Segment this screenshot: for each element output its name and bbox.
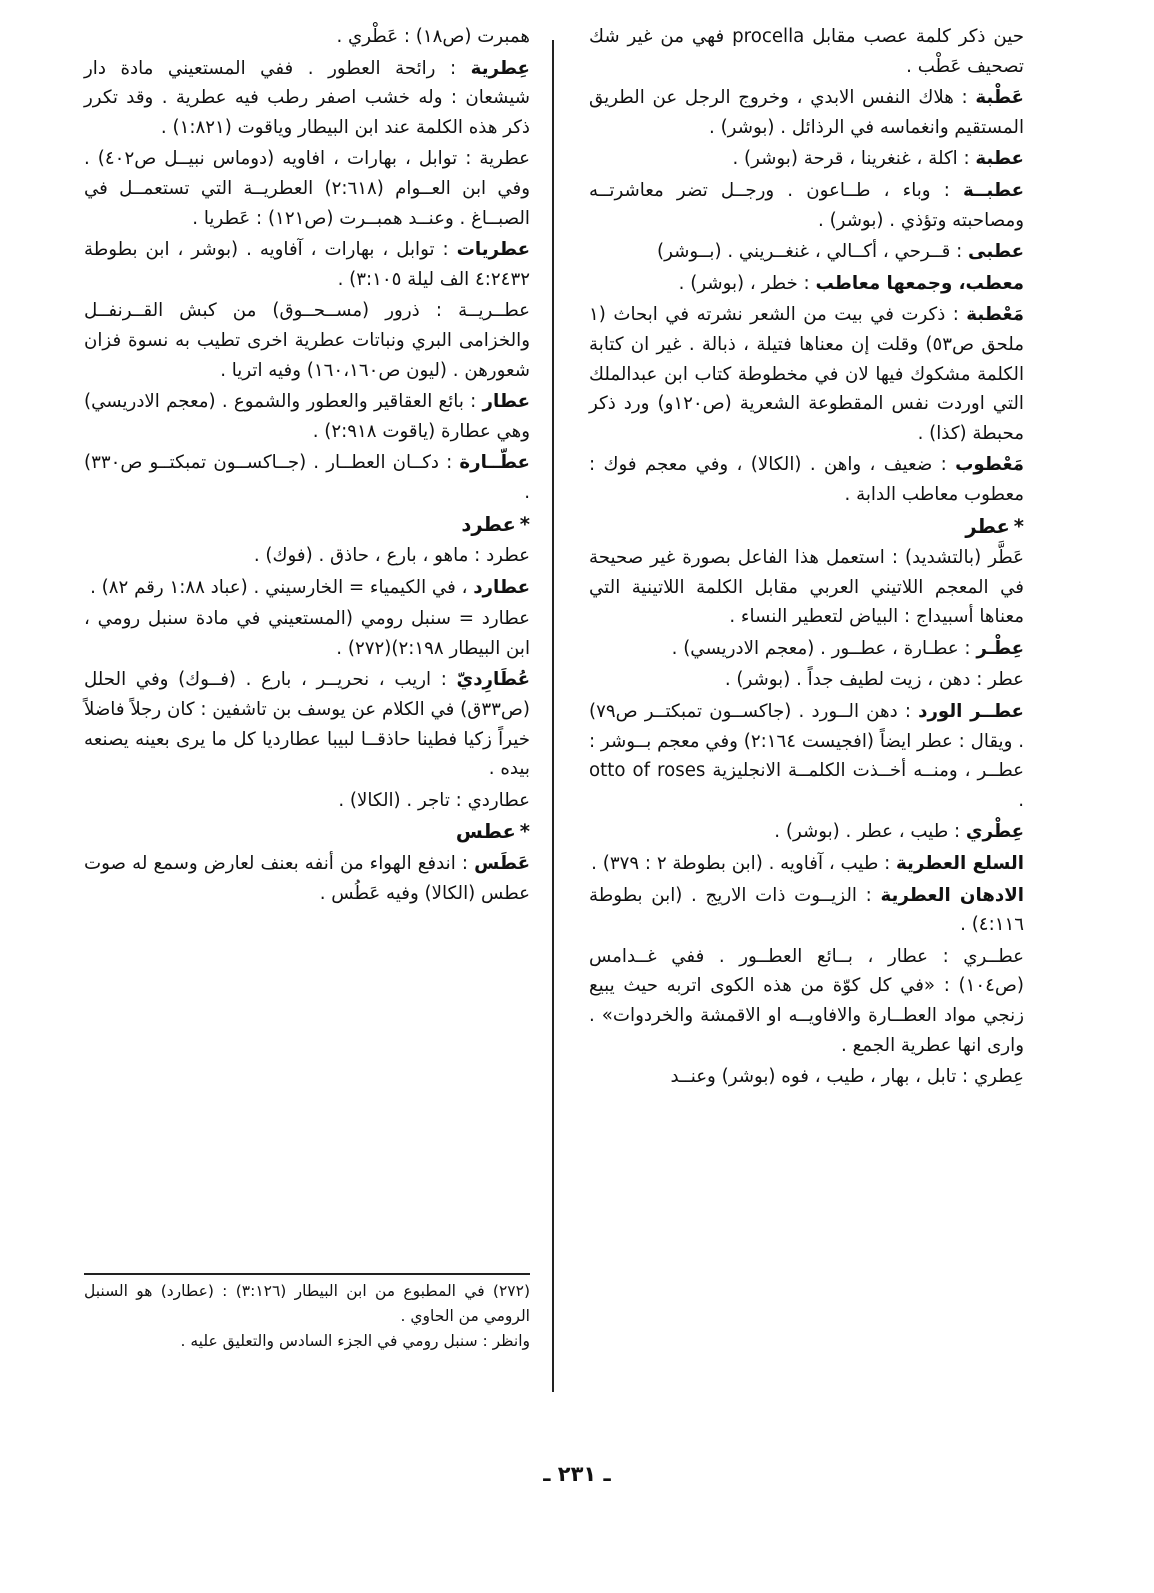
headword: عطريات <box>456 239 530 261</box>
headword: السلع العطرية <box>896 853 1024 875</box>
definition: : عطـارة ، عطــور . (معجم الادريسي) . <box>671 637 977 659</box>
definition: : طيب ، عطر . (بوشر) . <box>774 821 966 843</box>
headword: عطــر الورد <box>918 701 1024 723</box>
definition: : اكلة ، غنغرينا ، قرحة (بوشر) . <box>732 148 976 170</box>
entry-adhan <box>589 881 1024 940</box>
definition: : الزيــوت ذات الاريج . (ابن بطوطة ٤:١١٦) . <box>589 884 1024 936</box>
headword: عطارد <box>473 576 530 598</box>
headword: عُطَارِديّ <box>456 669 530 691</box>
entry-silaa <box>589 849 1024 879</box>
entry-atba <box>589 237 1024 267</box>
entry-itri-spice: عِطري : تابل ، بهار ، طيب ، فوه (بوشر) وعنــد <box>670 1066 1024 1088</box>
root-heading-atr: *عطر <box>965 514 1024 538</box>
entry-itriya-spices: عطرية : توابل ، بهارات ، افاويه (دوماس نبيــل ص٤٠٢) . وفي ابن العــوام (٢:٦١٨) العطريــة التي تستعمــل في الصبــاغ . وعنــد همبــرت (ص١٢١) : عَطريا . <box>84 148 530 229</box>
entry-atas <box>84 849 530 908</box>
definition: : ضعيف ، واهن . (الكالا) ، وفي معجم فوك : معطوب معاطب الدابة . <box>589 454 1024 505</box>
entry-itr-2: عطر : دهن ، زيت لطيف جداً . (بوشر) . <box>724 669 1024 691</box>
star-marker: * <box>1013 514 1024 538</box>
right-column <box>589 22 1024 1094</box>
entry-atbah-1 <box>589 83 1024 142</box>
entry-itriya <box>84 54 530 143</box>
headword: عِطْري <box>965 821 1024 843</box>
entry-continuation: حين ذكر كلمة عصب مقابل procella فهي من غير شك تصحيف عَطْب . <box>589 26 1024 77</box>
definition: : اندفع الهواء من أنفه بعنف لعارض وسمع له صوت عطس (الكالا) وفيه عَطُس . <box>84 853 530 904</box>
entry-itri <box>589 817 1024 847</box>
definition: : وباء ، طــاعون . ورجــل تضر معاشرتــه ومصاحبته وتؤذي . (بوشر) . <box>589 179 1024 231</box>
headword: عطار <box>482 391 530 413</box>
headword: عَطْبة <box>975 87 1024 109</box>
star-marker: * <box>519 820 530 844</box>
definition: : طيب ، آفاويه . (ابن بطوطة ٢ : ٣٧٩) . <box>591 853 897 875</box>
entry-matbah <box>589 300 1024 448</box>
entry-itr-1 <box>589 634 1024 664</box>
definition: : دكــان العطــار . (جــاكســون تمبكتــو ص٣٣٠) . <box>84 452 530 503</box>
root-heading-ats: *عطس <box>455 820 530 844</box>
headword: عطبة <box>975 148 1024 170</box>
headword: مَعْطوب <box>955 454 1024 476</box>
headword: عطبى <box>968 241 1024 263</box>
footnote-rule <box>84 1273 530 1275</box>
entry-utaridi-merchant: عطاردي : تاجر . (الكالا) . <box>338 789 530 811</box>
headword: عطبــة <box>962 179 1024 201</box>
entry-utarid-alchemy <box>84 573 530 603</box>
headword: الادهان العطرية <box>880 884 1025 906</box>
definition: : هلاك النفس الابدي ، وخروج الرجل عن الطريق المستقيم وانغماسه في الرذائل . (بوشر) . <box>589 87 1024 138</box>
entry-atrad: عطرد : ماهو ، بارع ، حاذق . (فوك) . <box>253 545 530 567</box>
headword: معطب، وجمعها معاطب <box>815 272 1024 294</box>
footnote-continuation: وانظر : سنبل رومي في الجزء السادس والتعليق عليه . <box>180 1332 530 1350</box>
entry-utarid-sunbul: عطارد = سنبل رومي (المستعيني في مادة سنبل رومي ، ابن البيطار ٢:١٩٨)(٢٧٢) . <box>84 608 530 659</box>
entry-attara: عَطَّر (بالتشديد) : استعمل هذا الفاعل بصورة غير صحيحة في المعجم اللاتيني العربي مقابل الكلمة اللاتينية التي معناها أسبيداج : البياض لتعطير النساء . <box>589 547 1024 628</box>
footnote-272: (٢٧٢) في المطبوع من ابن البيطار (٣:١٢٦) : (عطارد) هو السنبل الرومي من الحاوي . <box>84 1282 531 1325</box>
definition: : قــرحي ، أكــالي ، غنغــريني . (بــوشر) <box>656 241 969 263</box>
column-divider <box>552 40 554 1392</box>
definition: : دهن الــورد . (جاكســون تمبكتــر ص٧٩) . ويقال : عطر ايضاً (افجيست ٢:١٦٤) وفي معجم بــوشر : عطــر ، ومنــه أخــذت الكلمــة الانجليزية otto of roses . <box>589 701 1024 811</box>
left-column <box>84 22 530 910</box>
entry-attara-shop <box>84 448 530 507</box>
entry-itriya-powder: عطــريــة : ذرور (مســحــوق) من كبش القــرنفــل والخزامى البري ونباتات عطرية اخرى تطيب به نسوة فزان شعورهن . (ليون ص١٦٠،١٦٠) وفيه اتريا . <box>84 300 530 381</box>
definition: : خطر ، (بوشر) . <box>678 272 816 294</box>
page-number: ـ ٢٣١ ـ <box>543 1462 611 1486</box>
headword: عَطَس <box>474 853 530 875</box>
star-marker: * <box>519 512 530 536</box>
definition: : بائع العقاقير والعطور والشموع . (معجم الادريسي) وهي عطارة (ياقوت ٢:٩١٨) . <box>84 391 530 442</box>
definition: : اريب ، نحريــر ، بارع . (فــوك) وفي الحلل (ص٣٣ق) في الكلام عن يوسف بن تاشفين : كان رجلاً فاضلاً خيراً زكيا فطينا حاذقــا لبيبا عطارديا كل ما يرى بعينه يصنعه بيده . <box>84 669 530 780</box>
definition: ، في الكيمياء = الخارسيني . (عباد ١:٨٨ رقم ٨٢) . <box>90 576 474 598</box>
entry-attar <box>84 387 530 446</box>
definition: : توابل ، بهارات ، آفاويه . (بوشر ، ابن بطوطة ٤:٢٤٣٢ الف ليلة ٣:١٠٥) . <box>84 239 530 290</box>
entry-utaridi <box>84 665 530 783</box>
definition: : ذكرت في بيت من الشعر نشرته في ابحاث (١ ملحق ص٥٣) وقلت إن معناها فتيلة ، ذبالة . غير ان كتابة الكلمة مشكوك فيها لان في مخطوطة كتاب ابن عبدالملك التي اوردت نفس المقطوعة الشعرية (ص١٢٠و) ورد ذكر محبطة (كذا) . <box>589 304 1024 444</box>
entry-atri-ghadames: عطــري : عطار ، بــائع العطــور . ففي غــدامس (ص١٠٤) : «في كل كوّة من هذه الكوى اتربه حيث يبيع زنجي مواد العطــارة والافاويــه او الاقمشة والخردوات» . وارى انها عطرية الجمع . <box>589 945 1024 1056</box>
entry-itriyat <box>84 235 530 294</box>
root-heading-atrd: *عطرد <box>461 512 530 536</box>
entry-humbert: همبرت (ص١٨) : عَطْري . <box>336 26 530 47</box>
headword: عطّــارة <box>459 452 530 474</box>
entry-matoub <box>589 450 1024 509</box>
entry-muatab <box>589 269 1024 299</box>
headword: مَعْطبة <box>966 304 1024 326</box>
definition: : رائحة العطور . ففي المستعيني مادة دار شيشعان : وله خشب اصفر رطب فيه عطرية . وقد تكرر ذكر هذه الكلمة عند ابن البيطار وياقوت (١:٨٢١) . <box>84 57 530 138</box>
headword: عِطرية <box>470 57 530 79</box>
entry-itr-alward <box>589 697 1024 815</box>
entry-atbah-3 <box>589 176 1024 235</box>
entry-atbah-2 <box>589 144 1024 174</box>
footnotes <box>84 1279 530 1354</box>
headword: عِطْـر <box>976 637 1024 659</box>
